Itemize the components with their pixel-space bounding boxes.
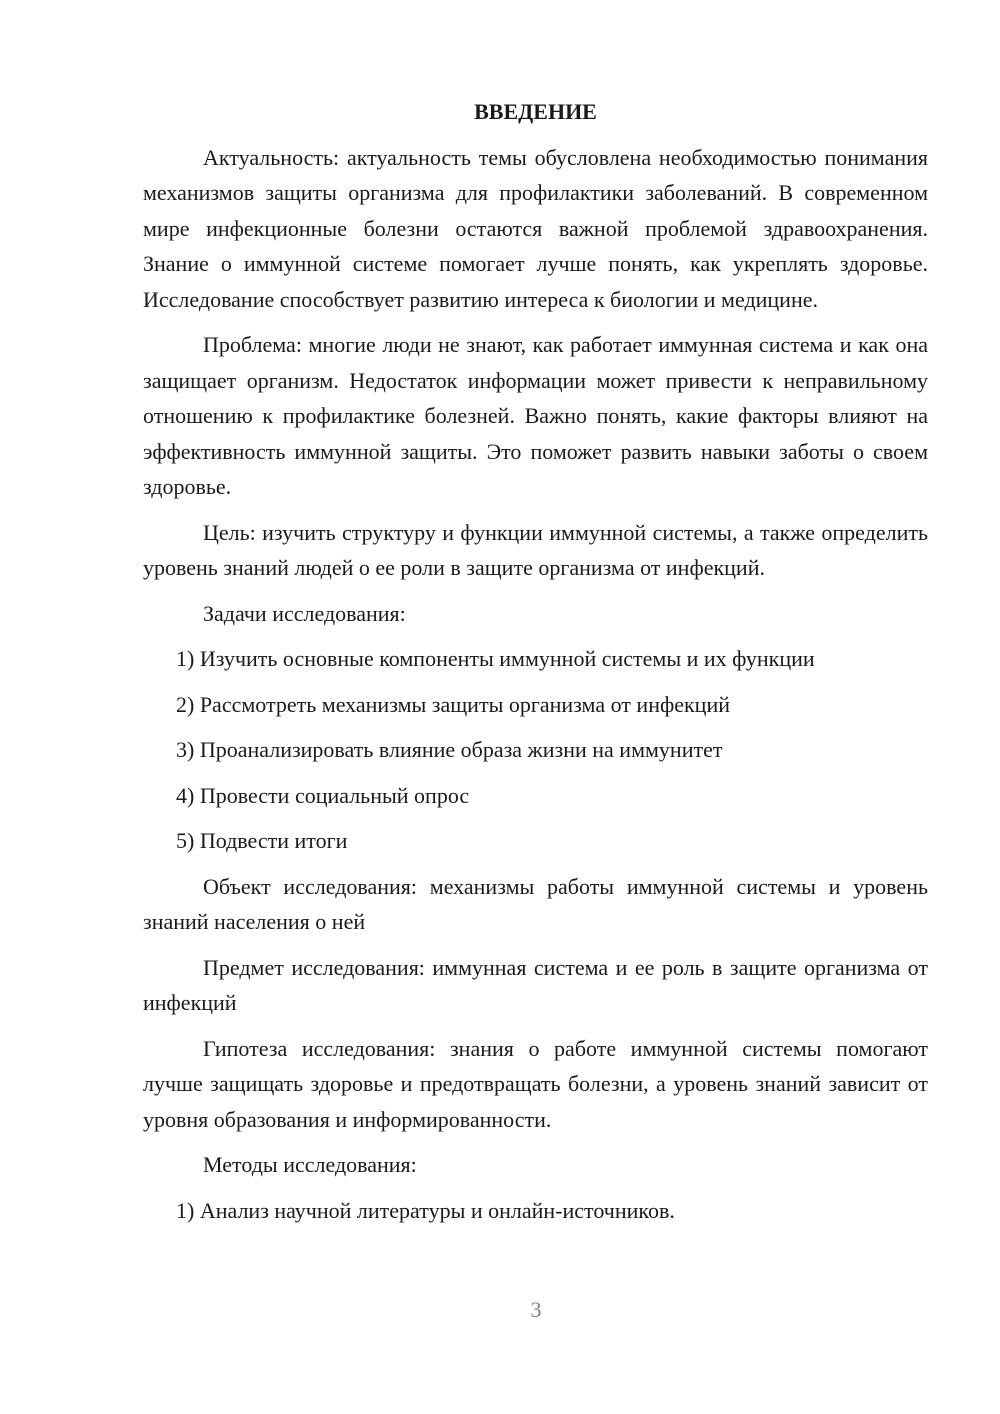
subject-paragraph: Предмет исследования: иммунная система и ее роль в защите организма от инфекций (143, 954, 928, 1015)
page-number: 3 (530, 1297, 542, 1322)
task-item: 5) Подвести итоги (176, 828, 348, 853)
method-item: 1) Анализ научной литературы и онлайн-источников. (176, 1197, 675, 1223)
task-item: 1) Изучить основные компоненты иммунной системы и их функции (176, 646, 815, 671)
task-item: 4) Провести социальный опрос (176, 782, 470, 808)
relevance-paragraph: Актуальность: актуальность темы обусловлена необходимостью понимания механизмов защиты организма для профилактики заболеваний. В современном мире инфекционные болезни остаются важной проблемой здравоохранения. Знание о иммунной системе помогает лучше понять, как укреплять здоровье. Исследование способствует развитию интереса к биологии и медицине. (143, 144, 928, 312)
methods-title: Методы исследования: (203, 1152, 417, 1177)
task-item: 3) Проанализировать влияние образа жизни на иммунитет (176, 737, 723, 762)
object-paragraph: Объект исследования: механизмы работы иммунной системы и уровень знаний населения о ней (143, 873, 928, 934)
hypothesis-paragraph: Гипотеза исследования: знания о работе иммунной системы помогают лучше защищать здоровье и предотвращать болезни, а уровень знаний зависит от уровня образования и информированности. (143, 1035, 928, 1132)
section-heading: ВВЕДЕНИЕ (474, 99, 597, 124)
goal-paragraph: Цель: изучить структуру и функции иммунной системы, а также определить уровень знаний людей о ее роли в защите организма от инфекций. (143, 519, 928, 580)
task-item: 2) Рассмотреть механизмы защиты организма от инфекций (176, 691, 730, 717)
document-body (143, 94, 928, 1238)
problem-paragraph: Проблема: многие люди не знают, как работает иммунная система и как она защищает организм. Недостаток информации может привести к неправильному отношению к профилактике болезней. Важно понять, какие факторы влияют на эффективность иммунной защиты. Это поможет развить навыки заботы о своем здоровье. (143, 332, 928, 499)
tasks-title: Задачи исследования: (203, 600, 406, 626)
